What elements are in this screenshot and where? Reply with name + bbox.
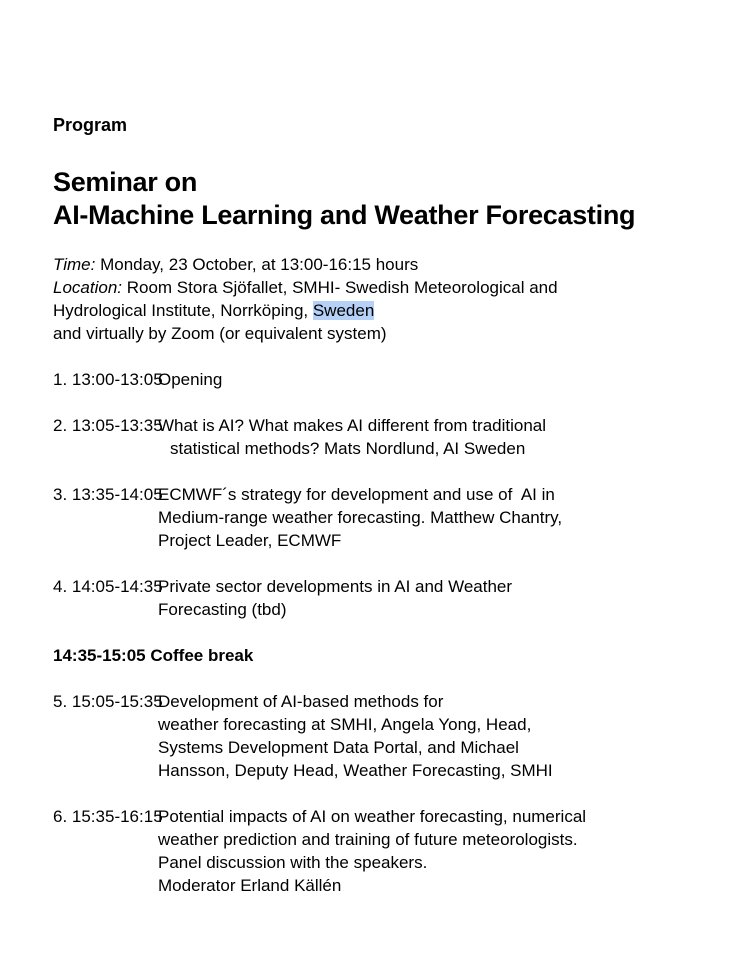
agenda-item-2-line-2: statistical methods? Mats Nordlund, AI Sweden: [170, 439, 526, 458]
agenda-item-3-line-3: Project Leader, ECMWF: [158, 531, 342, 550]
seminar-meta: [53, 253, 690, 345]
agenda-item-3-line-2: Medium-range weather forecasting. Matthew Chantry,: [158, 508, 563, 527]
agenda-item-5-line-3: Systems Development Data Portal, and Michael: [158, 738, 519, 757]
selected-text-sweden: Sweden: [312, 301, 375, 320]
location-value-line-2: Hydrological Institute, Norrköping,: [53, 301, 313, 320]
agenda-item-1-time: 1. 13:00-13:05: [53, 370, 163, 389]
agenda-item-6-row: [53, 805, 690, 828]
agenda-item-6-line-2: weather prediction and training of future meteorologists.: [158, 830, 578, 849]
agenda-item-1-line-1: Opening: [158, 370, 223, 389]
location-value-line-1: Room Stora Sjöfallet, SMHI- Swedish Meteorological and: [122, 278, 558, 297]
virtual-attendance-row: and virtually by Zoom (or equivalent system): [53, 324, 387, 343]
seminar-title-line-1: Seminar on: [53, 167, 198, 197]
agenda-item-5: [53, 690, 690, 782]
time-label: Time:: [53, 255, 96, 274]
seminar-title-line-2: AI-Machine Learning and Weather Forecasting: [53, 200, 636, 230]
agenda-item-1-row: [53, 368, 690, 391]
location-label: Location:: [53, 278, 122, 297]
agenda-item-5-time: 5. 15:05-15:35: [53, 692, 163, 711]
agenda-item-3-time: 3. 13:35-14:05: [53, 485, 163, 504]
agenda-item-5-line-2: weather forecasting at SMHI, Angela Yong, Head,: [158, 715, 532, 734]
agenda-item-2-line-1: What is AI? What makes AI different from traditional: [158, 416, 547, 435]
agenda-item-3-line-1: ECMWF´s strategy for development and use of AI in: [158, 485, 555, 504]
agenda-item-2-time: 2. 13:05-13:35: [53, 416, 163, 435]
agenda-item-6: [53, 805, 690, 897]
agenda-item-2: [53, 414, 690, 460]
seminar-title: [53, 166, 690, 232]
agenda-item-4-line-1: Private sector developments in AI and Weather: [158, 577, 513, 596]
agenda-item-3-row: [53, 483, 690, 506]
agenda-item-6-line-1: Potential impacts of AI on weather forecasting, numerical: [158, 807, 587, 826]
agenda-item-4: [53, 575, 690, 621]
agenda-item-5-row: [53, 690, 690, 713]
agenda-item-4-line-2: Forecasting (tbd): [158, 600, 287, 619]
location-row: [53, 276, 690, 299]
agenda-item-6-time: 6. 15:35-16:15: [53, 807, 163, 826]
time-row: [53, 253, 690, 276]
program-label: Program: [53, 115, 128, 135]
agenda-item-4-row: [53, 575, 690, 598]
agenda-item-5-line-1: Development of AI-based methods for: [158, 692, 444, 711]
agenda-item-1: [53, 368, 690, 391]
agenda-item-6-line-3: Panel discussion with the speakers.: [158, 853, 428, 872]
agenda-item-4-time: 4. 14:05-14:35: [53, 577, 163, 596]
agenda-item-2-row: [53, 414, 690, 437]
coffee-break-row: 14:35-15:05 Coffee break: [53, 646, 254, 665]
location-row-continued: [53, 299, 690, 322]
agenda-item-6-line-4: Moderator Erland Källén: [158, 876, 342, 895]
agenda-item-3: [53, 483, 690, 552]
time-value: Monday, 23 October, at 13:00-16:15 hours: [95, 255, 419, 274]
agenda-item-5-line-4: Hansson, Deputy Head, Weather Forecasting, SMHI: [158, 761, 553, 780]
